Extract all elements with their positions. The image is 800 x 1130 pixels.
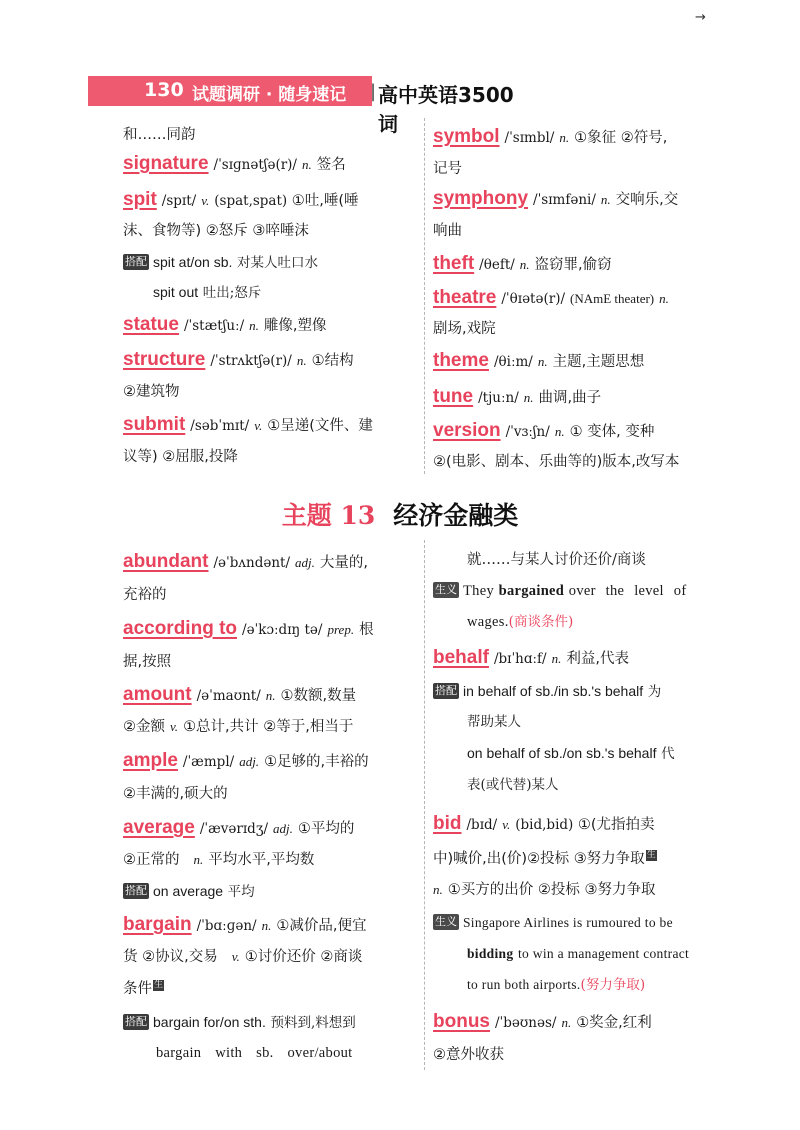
- entry-submit: submit /səbˈmɪt/ v. ①呈递(文件、建: [123, 414, 373, 435]
- entry-according-to-cont: 据,按照: [123, 654, 172, 670]
- phrase-continuation: 就……与某人讨价还价/商谈: [467, 552, 646, 568]
- extended-meaning-badge: 生: [154, 980, 164, 990]
- entry-spit-cont: 沫、食物等) ②怒斥 ③啐唾沫: [123, 223, 309, 239]
- headword: tune: [433, 386, 474, 407]
- headword: submit: [123, 414, 186, 435]
- entry-symbol-cont: 记号: [433, 161, 462, 177]
- phrase: 搭配 on average 平均: [125, 883, 255, 900]
- extended-meaning-badge: 生: [646, 850, 656, 860]
- collocation-tag: 搭配: [125, 1015, 147, 1028]
- entry-submit-cont: 议等) ②屈服,投降: [123, 449, 238, 465]
- example-sentence-cont: bidding to win a management contract: [467, 946, 690, 961]
- example-sentence-cont: to run both airports.(努力争取): [467, 977, 646, 993]
- entry-signature: signature /ˈsɪɡnətʃə(r)/ n. 签名: [123, 153, 346, 174]
- entry-bonus: bonus /ˈbəʊnəs/ n. ①奖金,红利: [433, 1011, 652, 1032]
- headword: structure: [123, 349, 206, 370]
- headword: bid: [433, 813, 462, 834]
- headword: symbol: [433, 126, 500, 147]
- headword: bonus: [433, 1011, 490, 1032]
- entry-abundant: abundant /əˈbʌndənt/ adj. 大量的,: [123, 551, 368, 572]
- entry-bargain-cont: 条件 生: [123, 980, 164, 997]
- phrase: 搭配 bargain for/on sth. 预料到,料想到: [125, 1014, 356, 1031]
- phrase-cont: 表(或代替)某人: [467, 777, 559, 793]
- entry-structure-cont: ②建筑物: [123, 384, 180, 400]
- entry-bid-cont: 中)喊价,出(价)②投标 ③努力争取 生: [433, 850, 656, 867]
- header-separator: |: [370, 81, 377, 102]
- entry-ample: ample /ˈæmpl/ adj. ①足够的,丰裕的: [123, 750, 369, 771]
- phrase: 搭配 spit at/on sb. 对某人吐口水: [125, 254, 318, 271]
- headword: according to: [123, 618, 238, 639]
- headword: theatre: [433, 287, 497, 308]
- headword: abundant: [123, 551, 209, 572]
- collocation-tag: 搭配: [435, 684, 457, 697]
- phrase: spit out 吐出;怒斥: [153, 284, 262, 301]
- headword: theft: [433, 253, 475, 274]
- headword: bargain: [123, 914, 192, 935]
- entry-according-to: according to /əˈkɔːdɪŋ tə/ prep. 根: [123, 618, 374, 639]
- headword: average: [123, 817, 195, 838]
- entry-tune: tune /tjuːn/ n. 曲调,曲子: [433, 386, 602, 407]
- entry-version-cont: ②(电影、剧本、乐曲等的)版本,改写本: [433, 454, 680, 470]
- entry-amount-cont: ②金额 v. ①总计,共计 ②等于,相当于: [123, 719, 354, 735]
- entry-abundant-cont: 充裕的: [123, 587, 167, 603]
- entry-symbol: symbol /ˈsɪmbl/ n. ①象征 ②符号,: [433, 126, 668, 147]
- phrase: 搭配 in behalf of sb./in sb.'s behalf 为: [435, 683, 662, 700]
- extended-meaning-tag: 生义: [435, 583, 457, 596]
- phrase: on behalf of sb./on sb.'s behalf 代: [467, 745, 675, 762]
- entry-theft: theft /θeft/ n. 盗窃罪,偷窃: [433, 253, 612, 274]
- topic-heading: [0, 496, 800, 532]
- entry-theatre: theatre /ˈθɪətə(r)/ (NAmE theater) n.: [433, 287, 669, 308]
- headword: ample: [123, 750, 178, 771]
- entry-bargain-cont: 货 ②协议,交易 v. ①讨价还价 ②商谈: [123, 949, 363, 965]
- phrase: bargain with sb. over/about: [156, 1045, 353, 1061]
- example-sentence: 生义 They bargained over the level of: [435, 583, 687, 599]
- entry-behalf: behalf /bɪˈhɑːf/ n. 利益,代表: [433, 647, 629, 668]
- extended-meaning-tag: 生义: [435, 915, 457, 928]
- headword: statue: [123, 314, 179, 335]
- headword: symphony: [433, 188, 529, 209]
- entry-bargain: bargain /ˈbɑːɡən/ n. ①减价品,便宜: [123, 914, 367, 935]
- collocation-tag: 搭配: [125, 255, 147, 268]
- entry-ample-cont: ②丰满的,硕大的: [123, 786, 228, 802]
- headword: amount: [123, 684, 192, 705]
- collocation-tag: 搭配: [125, 884, 147, 897]
- page-number: 130: [144, 79, 184, 101]
- entry-symphony: symphony /ˈsɪmfəni/ n. 交响乐,交: [433, 188, 679, 209]
- entry-average: average /ˈævərɪdʒ/ adj. ①平均的: [123, 817, 355, 838]
- column-divider: [424, 118, 425, 474]
- entry-average-cont: ②正常的 n. 平均水平,平均数: [123, 852, 315, 868]
- entry-bid-cont: n. ①买方的出价 ②投标 ③努力争取: [433, 882, 656, 898]
- example-sentence-cont: wages.(商谈条件): [467, 614, 574, 630]
- entry-version: version /ˈvɜːʃn/ n. ① 变体, 变种: [433, 420, 655, 441]
- corner-arrow-icon: →: [695, 10, 706, 25]
- column-divider: [424, 540, 425, 1070]
- headword: signature: [123, 153, 209, 174]
- phrase-cont: 帮助某人: [467, 714, 521, 730]
- series-name: 试题调研 · 随身速记: [192, 85, 347, 105]
- headword: spit: [123, 189, 157, 210]
- entry-spit: spit /spɪt/ v. (spat,spat) ①吐,唾(唾: [123, 189, 359, 210]
- example-sentence: 生义 Singapore Airlines is rumoured to be: [435, 915, 673, 930]
- entry-statue: statue /ˈstætʃuː/ n. 雕像,塑像: [123, 314, 327, 335]
- entry-bid: bid /bɪd/ v. (bid,bid) ①(尤指拍卖: [433, 813, 655, 834]
- book-title: 高中英语3500词: [378, 83, 514, 136]
- topic-number: 主题 13: [281, 501, 376, 530]
- headword: behalf: [433, 647, 489, 668]
- entry-amount: amount /əˈmaʊnt/ n. ①数额,数量: [123, 684, 357, 705]
- headword: theme: [433, 350, 489, 371]
- entry-bonus-cont: ②意外收获: [433, 1047, 504, 1063]
- entry-continuation: 和……同韵: [123, 127, 196, 143]
- entry-structure: structure /ˈstrʌktʃə(r)/ n. ①结构: [123, 349, 354, 370]
- entry-theatre-cont: 剧场,戏院: [433, 321, 496, 337]
- entry-symphony-cont: 响曲: [433, 223, 462, 239]
- entry-theme: theme /θiːm/ n. 主题,主题思想: [433, 350, 645, 371]
- topic-title: 经济金融类: [393, 501, 519, 530]
- headword: version: [433, 420, 501, 441]
